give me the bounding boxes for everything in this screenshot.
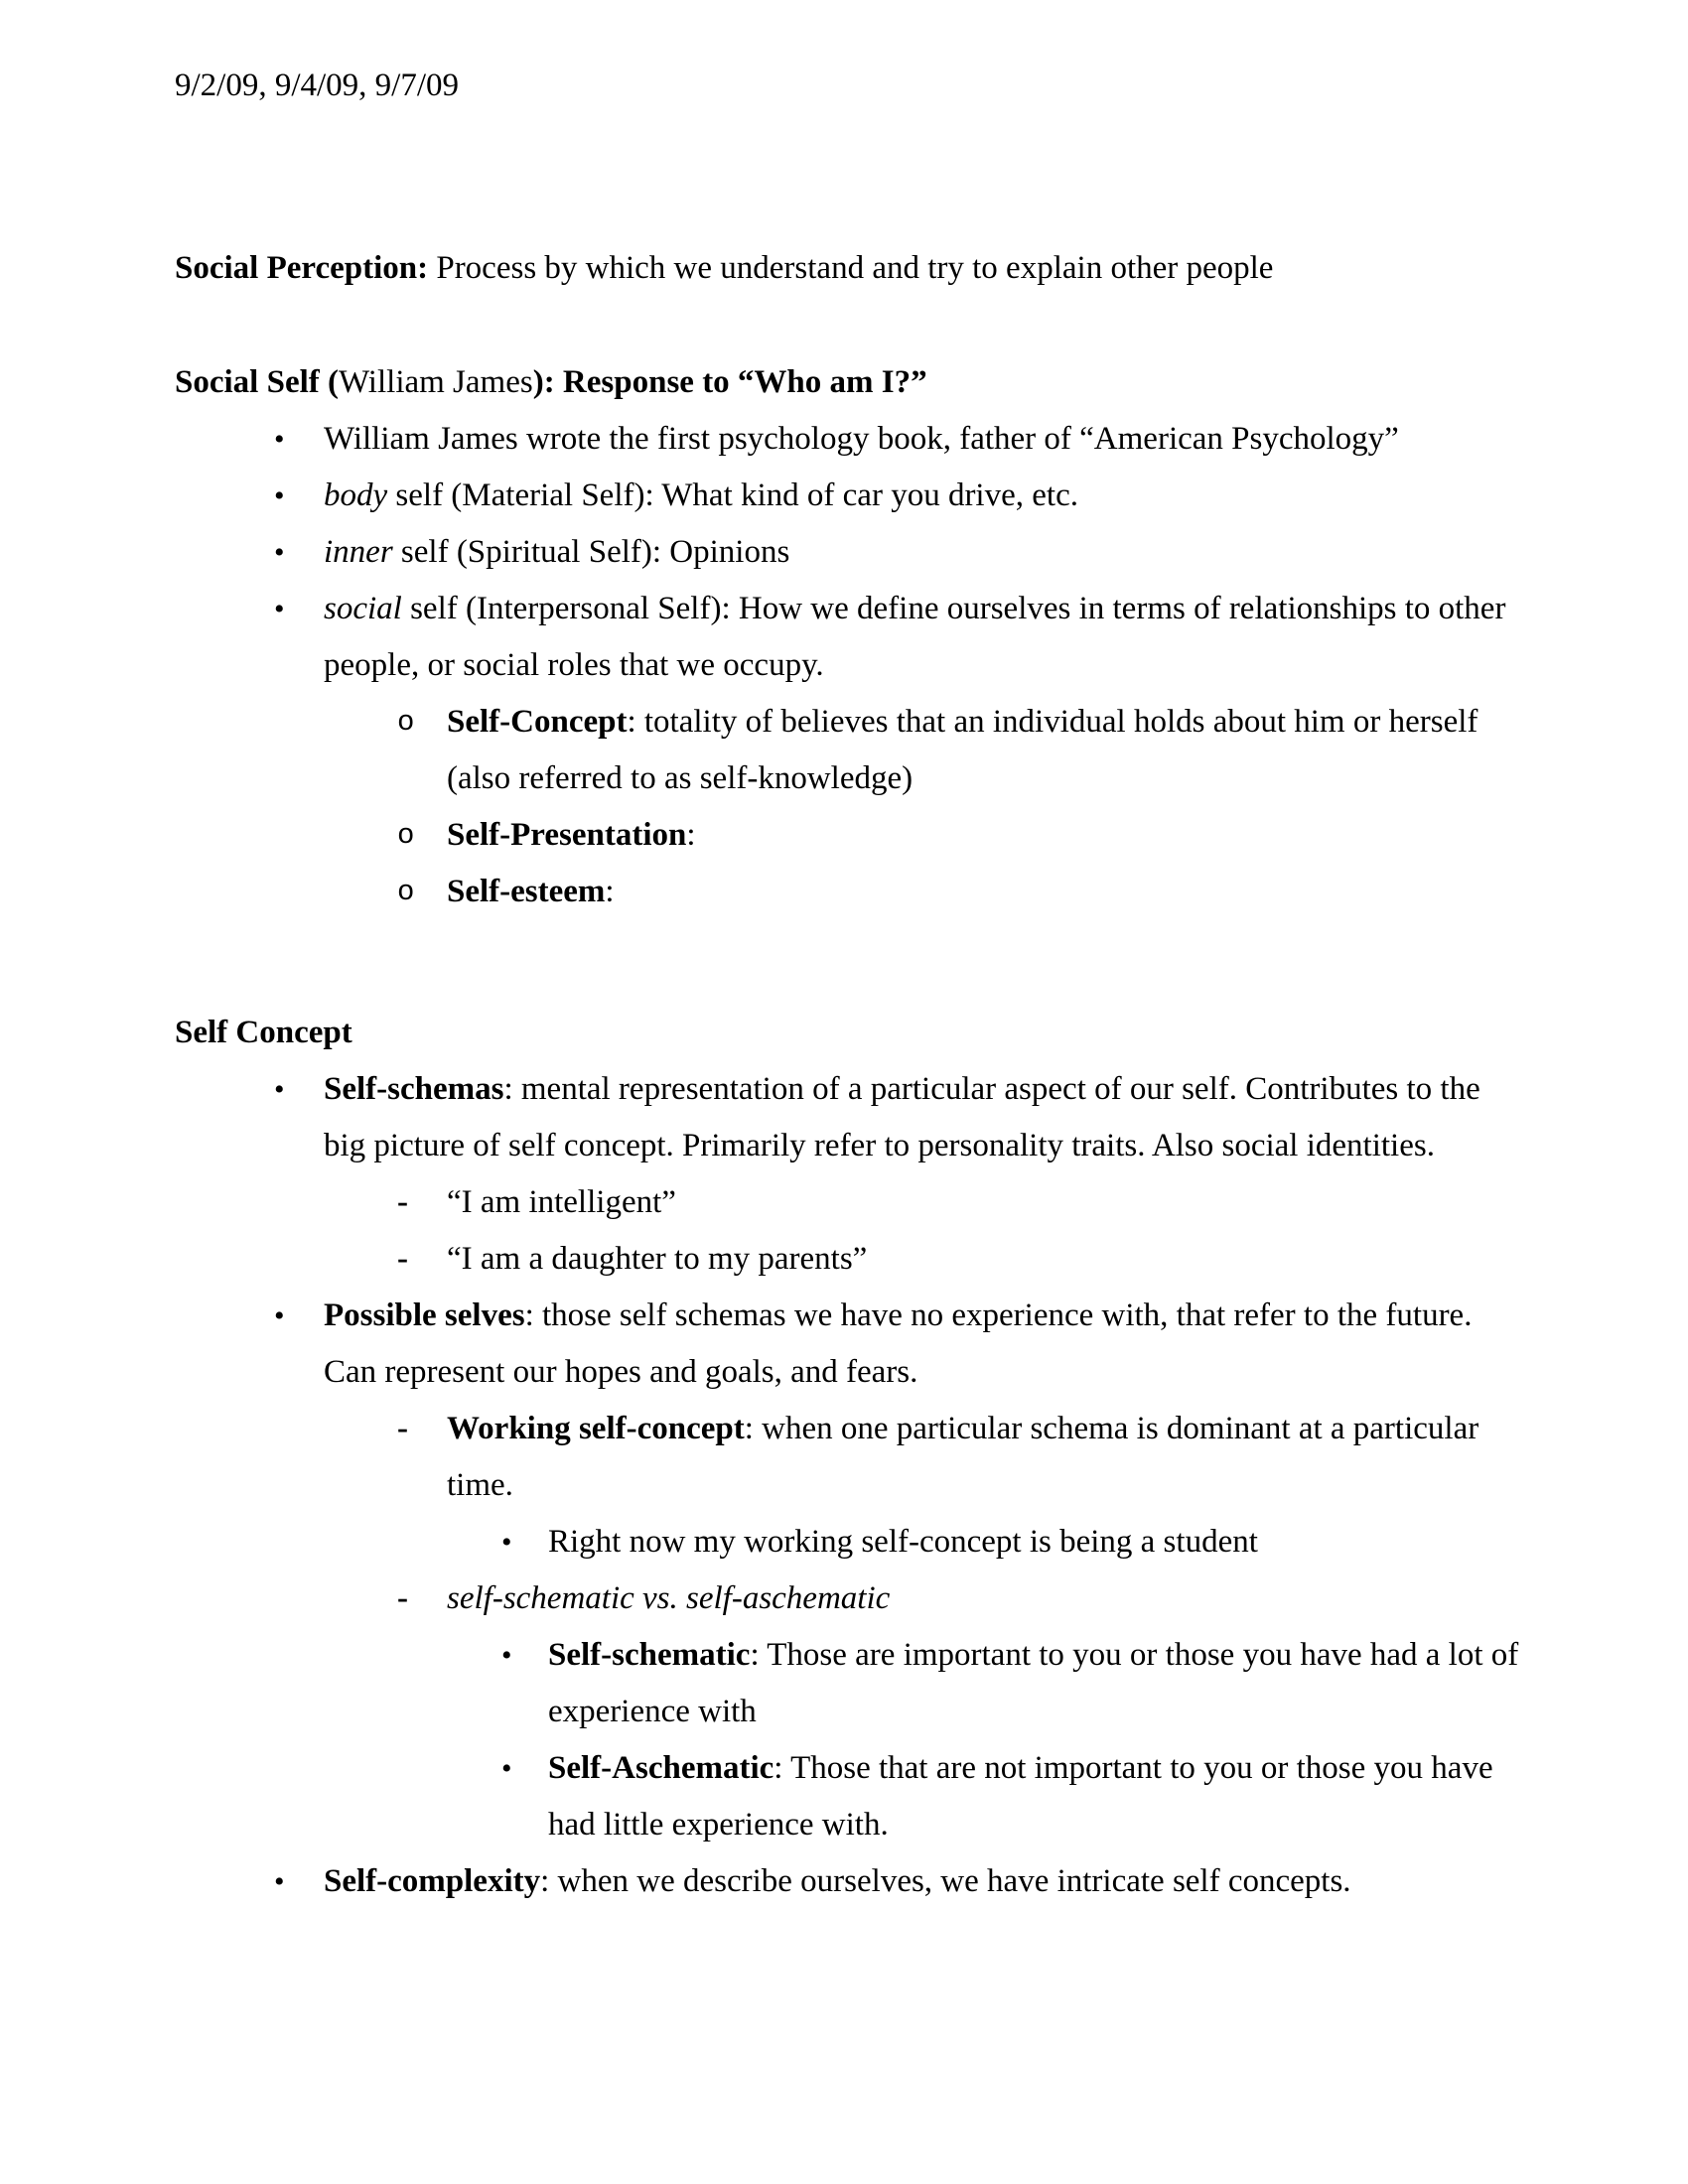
section-heading-self-concept — [0, 1005, 1519, 1061]
text-segment: Right now my working self-concept is being a student — [548, 1524, 1258, 1560]
bullet-marker: • — [274, 1299, 285, 1332]
date-header — [0, 58, 1519, 114]
bullet-marker: • — [501, 1752, 512, 1785]
list-item-text — [548, 1637, 1518, 1729]
circle-marker: o — [397, 819, 415, 852]
text-segment: : — [605, 874, 615, 909]
list-item-text — [324, 591, 1505, 683]
list-item-text — [447, 704, 1477, 796]
dash-marker: - — [397, 1184, 408, 1220]
bullet-marker: • — [274, 423, 285, 456]
text-segment: Self-Presentation — [447, 817, 687, 853]
date-text — [175, 68, 459, 103]
dash-marker: - — [397, 1411, 408, 1446]
list-item — [0, 581, 1519, 694]
text-segment: self (Material Self): What kind of car you drive, etc. — [387, 478, 1078, 513]
list-item — [0, 468, 1519, 524]
list-item — [0, 1627, 1519, 1740]
list-item — [0, 411, 1519, 468]
heading-text — [175, 364, 927, 400]
bullet-marker: • — [274, 1865, 285, 1898]
text-segment: Self Concept — [175, 1015, 352, 1050]
list-item-text — [324, 1297, 1472, 1390]
bullet-marker: • — [501, 1639, 512, 1672]
list-item-text — [548, 1524, 1258, 1560]
circle-marker: o — [397, 706, 415, 739]
heading-text — [175, 1015, 352, 1050]
list-item — [0, 1401, 1519, 1514]
dash-marker: - — [397, 1580, 408, 1616]
list-item-text — [447, 1411, 1478, 1503]
list-item — [0, 1853, 1519, 1910]
text-segment: William James — [338, 364, 533, 400]
text-segment: inner — [324, 534, 393, 570]
bullet-marker: • — [274, 593, 285, 625]
list-item-text — [324, 478, 1078, 513]
text-segment: social — [324, 591, 402, 626]
bullet-marker: • — [501, 1526, 512, 1559]
list-item-text — [447, 1184, 676, 1220]
text-segment: Working self-concept — [447, 1411, 745, 1446]
list-item — [0, 1514, 1519, 1570]
paragraph-text — [175, 250, 1273, 286]
text-segment: : when we describe ourselves, we have intricate self concepts. — [540, 1863, 1351, 1899]
text-segment: William James wrote the first psychology book, father of “American Psychology” — [324, 421, 1399, 457]
text-segment: : Those that are not important to you or those you have had little experience with. — [548, 1750, 1493, 1843]
text-segment: : — [686, 817, 696, 853]
text-segment: Process by which we understand and try to explain other people — [428, 250, 1274, 286]
text-segment: self-schematic vs. self-aschematic — [447, 1580, 891, 1616]
text-segment: Self-esteem — [447, 874, 606, 909]
text-segment: Possible selves — [324, 1297, 525, 1333]
list-item — [0, 1740, 1519, 1853]
text-segment: Self-Concept — [447, 704, 628, 740]
text-segment: “I am intelligent” — [447, 1184, 676, 1220]
circle-marker: o — [397, 876, 415, 908]
bullet-marker: • — [274, 536, 285, 569]
text-segment: Self-Aschematic — [548, 1750, 774, 1786]
text-segment: : Those are important to you or those you have had a lot of experience with — [548, 1637, 1519, 1729]
text-segment: : when one particular schema is dominant at a particular time. — [447, 1411, 1479, 1503]
bullet-marker: • — [274, 1073, 285, 1106]
list-item — [0, 1288, 1519, 1401]
text-segment: Social Self ( — [175, 364, 339, 400]
list-item-text — [447, 874, 615, 909]
text-segment: : those self schemas we have no experience with, that refer to the future. Can represent our hopes and goals, and fears. — [324, 1297, 1473, 1390]
list-item — [0, 1231, 1519, 1288]
list-item — [0, 1570, 1519, 1627]
list-item-text — [447, 817, 696, 853]
list-item-text — [324, 1863, 1351, 1899]
text-segment: Self-complexity — [324, 1863, 541, 1899]
text-segment: Self-schematic — [548, 1637, 751, 1673]
list-item-text — [324, 534, 789, 570]
list-item-text — [548, 1750, 1493, 1843]
text-segment: 9/2/09, 9/4/09, 9/7/09 — [175, 68, 460, 103]
section-heading-social-self — [0, 354, 1519, 411]
list-item — [0, 694, 1519, 807]
text-segment: : mental representation of a particular aspect of our self. Contributes to the big picture of self concept. Primarily refer to personality traits. Also social identities. — [324, 1071, 1480, 1163]
text-segment: ): Response to “Who am I?” — [532, 364, 927, 400]
list-item-text — [447, 1241, 867, 1277]
list-item — [0, 807, 1519, 864]
dash-marker: - — [397, 1241, 408, 1277]
list-item — [0, 1174, 1519, 1231]
list-item-text — [324, 421, 1399, 457]
text-segment: self (Interpersonal Self): How we define ourselves in terms of relationships to other people, or social roles that we occupy. — [324, 591, 1506, 683]
list-item — [0, 864, 1519, 920]
text-segment: “I am a daughter to my parents” — [447, 1241, 868, 1277]
list-item — [0, 524, 1519, 581]
text-segment: : totality of believes that an individual holds about him or herself (also referred to as self-knowledge) — [447, 704, 1478, 796]
bullet-marker: • — [274, 479, 285, 512]
list-item-text — [447, 1580, 890, 1616]
text-segment: body — [324, 478, 388, 513]
text-segment: Self-schemas — [324, 1071, 504, 1107]
text-segment: self (Spiritual Self): Opinions — [392, 534, 790, 570]
list-item-text — [324, 1071, 1480, 1163]
text-segment: Social Perception: — [175, 250, 429, 286]
intro-paragraph — [0, 240, 1519, 297]
list-item — [0, 1061, 1519, 1174]
